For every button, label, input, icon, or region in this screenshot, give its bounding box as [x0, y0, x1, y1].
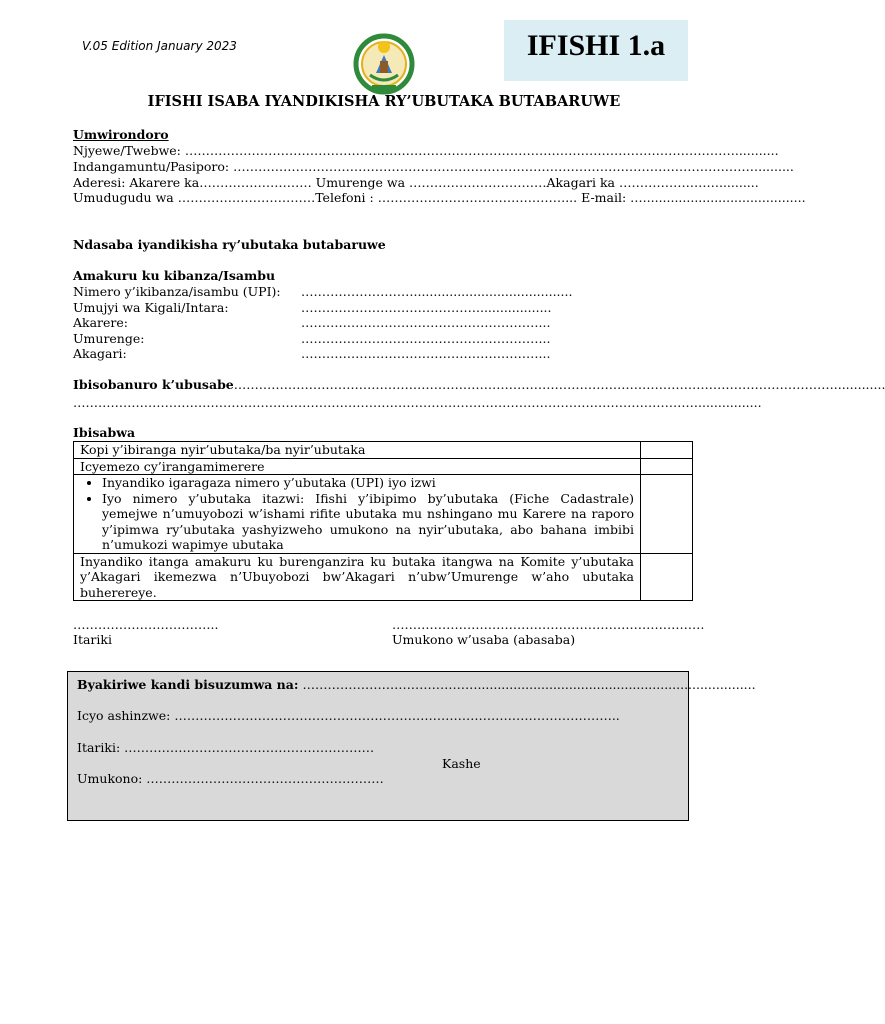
district-label: Akarere: — [73, 315, 129, 330]
official-signature-field[interactable]: Umukono: ………………………………………………… — [77, 771, 384, 786]
upi-label: Nimero y’ikibanza/isambu (UPI): — [73, 284, 281, 299]
city-province-field[interactable]: ……………………………………................... — [301, 300, 552, 315]
applicant-signature-label: Umukono w’usaba (abasaba) — [392, 632, 576, 647]
attachment-check-cell[interactable] — [641, 442, 693, 459]
responsibility-field[interactable]: Icyo ashinzwe: …………………………………………………………………………………………….. — [77, 708, 620, 723]
attachment-civil-status: Icyemezo cy’irangamimerere — [74, 458, 641, 475]
attachments-heading: Ibisabwa — [73, 425, 136, 440]
date-field[interactable]: …………………………….. — [73, 617, 219, 632]
sector-label: Umurenge: — [73, 331, 145, 346]
table-row — [74, 458, 693, 475]
stamp-label: Kashe — [442, 756, 481, 771]
parcel-heading: Amakuru ku kibanza/Isambu — [73, 268, 276, 283]
form-title: IFISHI ISABA IYANDIKISHA RY’UBUTAKA BUTABARUWE — [147, 93, 621, 110]
received-by-label: Byakiriwe kandi bisuzumwa na: — [77, 677, 299, 692]
cell-field[interactable]: …………………………………………………... — [301, 346, 551, 361]
applicant-signature-field[interactable]: ………………………………………………………………… — [392, 617, 705, 632]
attachment-rights-document: Inyandiko itanga amakuru ku burenganzira ku butaka itangwa na Komite y’ubutaka y’Akagari ikemezwa n’Ubuyobozi bw’Akagari n’ubw’Umurenge w’aho ubutaka buherereye. — [74, 553, 641, 601]
received-by-field[interactable]: ……………………………………...................................................................... — [302, 677, 756, 692]
sector-field[interactable]: …………………………………………………... — [301, 331, 551, 346]
attachment-check-cell[interactable] — [641, 475, 693, 554]
upi-field[interactable]: ………………………........................................ — [301, 284, 573, 299]
table-row — [74, 475, 693, 554]
explanation-field-1[interactable]: ………………………………………………………………………………………………………………………………............. — [233, 377, 885, 392]
official-date-field[interactable]: Itariki: …………………………………………………… — [77, 740, 375, 755]
name-field[interactable]: Njyewe/Twebwe: ……………………………………………………………………………………………………………………........... — [73, 143, 779, 158]
attachment-cadastral-sheet: • Iyo nimero y’ubutaka itazwi: Ifishi y’ibipimo by’ubutaka (Fiche Cadastrale) yemejwe n’umuyobozi w’ishami rifite ubutaka mu nshingano mu Karere na raporo y’ipimwa ry’ubutaka yashyizweho umukono na nyir’ubutaka, abo bahana imbibi n’umukozi wapimye ubutaka — [102, 491, 634, 553]
table-row — [74, 442, 693, 459]
table-row — [74, 553, 693, 601]
explanation-field-2[interactable]: ……………………………………………………………………………………………………………………………………................ — [73, 395, 762, 410]
explanation-label: Ibisobanuro k’ubusabe — [73, 377, 234, 392]
id-passport-field[interactable]: Indangamuntu/Pasiporo: ………………………………………………………………………………………………………………......... — [73, 159, 794, 174]
edition-text: V.05 Edition January 2023 — [82, 39, 237, 53]
cell-label: Akagari: — [73, 346, 127, 361]
attachment-upi-document: • Inyandiko igaragaza nimero y’ubutaka (UPI) iyo izwi — [102, 475, 634, 491]
address-field[interactable]: Aderesi: Akarere ka……………………… Umurenge wa ……………………………Akagari ka …………………….......... — [73, 175, 759, 190]
identity-heading: Umwirondoro — [73, 127, 169, 142]
attachment-check-cell[interactable] — [641, 458, 693, 475]
city-province-label: Umujyi wa Kigali/Intara: — [73, 300, 229, 315]
date-label: Itariki — [73, 632, 112, 647]
district-field[interactable]: …………………………………………………... — [301, 315, 551, 330]
attachment-check-cell[interactable] — [641, 553, 693, 601]
village-phone-email-field[interactable]: Umudugudu wa ……………………………Telefoni : ………………………………………... E-mail: …......................................... — [73, 190, 806, 205]
form-code-box: IFISHI 1.a — [504, 20, 688, 81]
rwanda-coat-of-arms-emblem — [350, 33, 418, 95]
official-use-box — [67, 671, 756, 821]
attachment-id-copy: Kopi y’ibiranga nyir’ubutaka/ba nyir’ubutaka — [74, 442, 641, 459]
attachments-table — [73, 441, 693, 601]
request-statement: Ndasaba iyandikisha ry’ubutaka butabaruwe — [73, 237, 386, 252]
